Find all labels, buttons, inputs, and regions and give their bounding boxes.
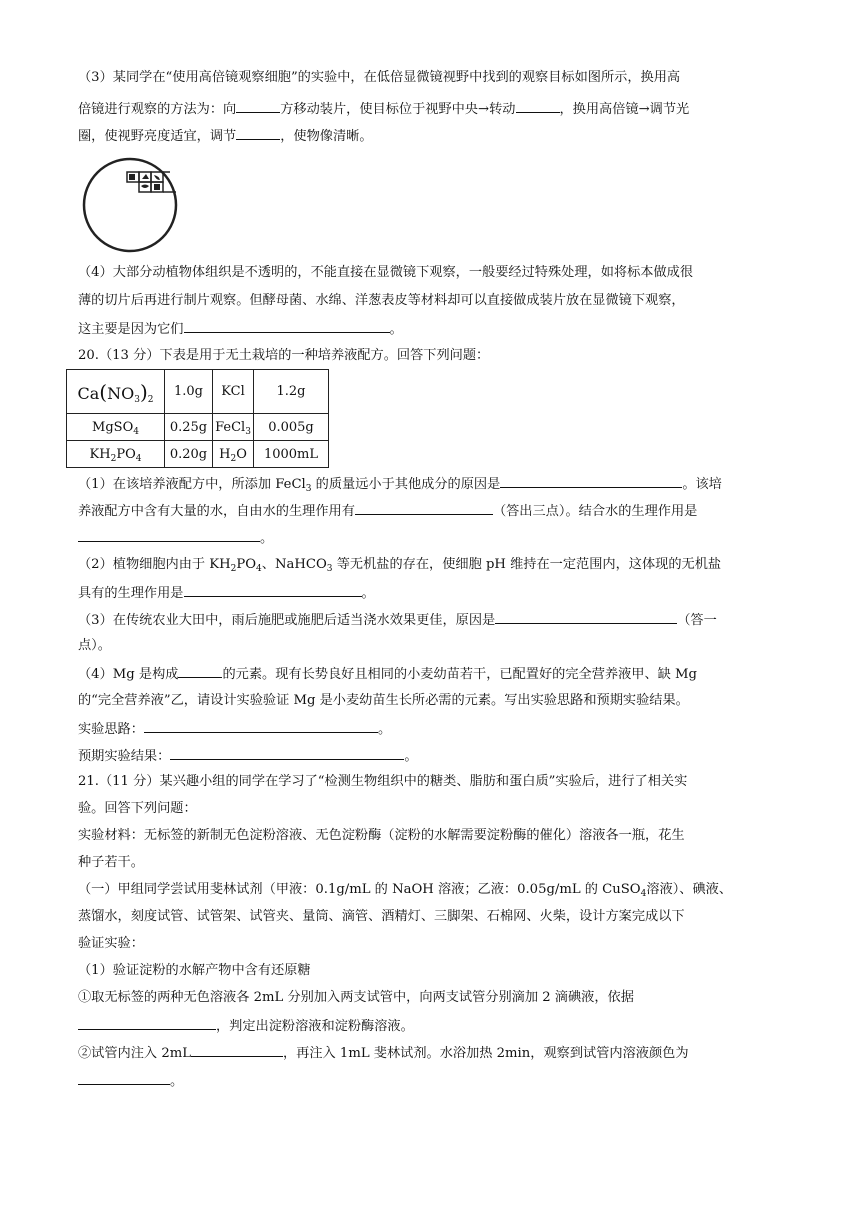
table-row: [67, 370, 329, 414]
table-cell: 1000mL: [254, 441, 329, 468]
q20-4-line4: 预期实验结果： 。: [78, 745, 788, 767]
blank[interactable]: [78, 1070, 170, 1085]
q21-sub1: （1）验证淀粉的水解产物中含有还原糖: [78, 963, 311, 978]
q21-header-line1: 21.（11 分）某兴趣小组的同学在学习了“检测生物组织中的糖类、脂肪和蛋白质”实验后，进行了相关实: [78, 774, 688, 789]
table-cell: $KH_2PO_4$: [67, 441, 165, 468]
table-cell: $H_2O$: [213, 441, 254, 468]
q20-1-line1: （1）在该培养液配方中，所添加 FeCl$_3$ 的质量远小于其他成分的原因是 。该培: [78, 473, 788, 495]
table-cell: KCl: [213, 370, 254, 414]
q21-step1-line1: ①取无标签的两种无色溶液各 2mL 分别加入两支试管中，向两支试管分别滴加 2 滴碘液，依据: [78, 990, 634, 1005]
table-cell: 1.0g: [165, 370, 213, 414]
q19-4-line2: 薄的切片后再进行制片观察。但酵母菌、水绵、洋葱表皮等材料却可以直接做成装片放在显微镜下观察，: [78, 293, 685, 308]
microscope-field-figure: [82, 157, 178, 253]
blank[interactable]: [78, 527, 260, 542]
q20-4-line1: （4）Mg 是构成 的元素。现有长势良好且相同的小麦幼苗若干，已配置好的完全营养液甲、缺 Mg: [78, 663, 788, 685]
q21-step2-line2: 。: [78, 1070, 788, 1092]
blank[interactable]: [184, 582, 362, 597]
q19-3-line2: 倍镜进行观察的方法为：向 方移动装片，使目标位于视野中央→转动 ，换用高倍镜→调节光: [78, 98, 788, 120]
blank[interactable]: [191, 1042, 283, 1057]
blank[interactable]: [495, 609, 677, 624]
blank[interactable]: [78, 1015, 216, 1030]
q20-3-line1: （3）在传统农业大田中，雨后施肥或施肥后适当浇水效果更佳，原因是 （答一: [78, 609, 788, 631]
blank[interactable]: [516, 98, 560, 113]
q20-1-line2: 养液配方中含有大量的水，自由水的生理作用有 （答出三点）。结合水的生理作用是: [78, 500, 788, 522]
q19-3-line3: 圈，使视野亮度适宜，调节 ，使物像清晰。: [78, 125, 788, 147]
q21-step2-line1: ②试管内注入 2mL ，再注入 1mL 斐林试剂。水浴加热 2min，观察到试管内溶液颜色为: [78, 1042, 788, 1064]
table-row: [67, 441, 329, 468]
q21-group1-line2: 蒸馏水，刻度试管、试管架、试管夹、量筒、滴管、酒精灯、三脚架、石棉网、火柴，设计方案完成以下: [78, 909, 685, 924]
q20-4-line3: 实验思路： 。: [78, 718, 788, 740]
blank[interactable]: [500, 473, 682, 488]
q21-header-line2: 验。回答下列问题：: [78, 801, 197, 816]
table-cell: 0.005g: [254, 414, 329, 441]
blank[interactable]: [170, 745, 404, 760]
q21-group1-line1: （一）甲组同学尝试用斐林试剂（甲液：0.1g/mL 的 NaOH 溶液；乙液：0.05g/mL 的 CuSO$_4$溶液）、碘液、: [78, 882, 733, 899]
q21-group1-line3: 验证实验：: [78, 936, 144, 951]
table-cell: 0.20g: [165, 441, 213, 468]
q19-4-line3: 这主要是因为它们 。: [78, 318, 788, 340]
q20-3-line2: 点）。: [78, 638, 111, 653]
q19-4-line1: （4）大部分动植物体组织是不透明的，不能直接在显微镜下观察，一般要经过特殊处理，如将标本做成很: [78, 265, 694, 280]
blank[interactable]: [178, 663, 222, 678]
blank[interactable]: [236, 98, 280, 113]
nutrient-table: [66, 369, 329, 468]
table-cell: 0.25g: [165, 414, 213, 441]
q19-3-line1: （3）某同学在“使用高倍镜观察细胞”的实验中，在低倍显微镜视野中找到的观察目标如图所示，换用高: [78, 70, 681, 85]
q20-2-line1: （2）植物细胞内由于 $KH_2PO_4$、NaHCO$_3$ 等无机盐的存在，使细胞 pH 维持在一定范围内，这体现的无机盐: [78, 557, 722, 574]
q20-4-line2: 的“完全营养液”乙，请设计实验验证 Mg 是小麦幼苗生长所必需的元素。写出实验思路和预期实验结果。: [78, 693, 689, 708]
q20-header: 20.（13 分）下表是用于无土栽培的一种培养液配方。回答下列问题：: [78, 348, 490, 363]
q21-step1-line2: ，判定出淀粉溶液和淀粉酶溶液。: [78, 1015, 788, 1037]
table-cell: 1.2g: [254, 370, 329, 414]
blank[interactable]: [184, 318, 390, 333]
table-cell: MgSO$_4$: [67, 414, 165, 441]
table-row: [67, 414, 329, 441]
table-cell: FeCl$_3$: [213, 414, 254, 441]
q21-materials-line1: 实验材料：无标签的新制无色淀粉溶液、无色淀粉酶（淀粉的水解需要淀粉酶的催化）溶液各一瓶，花生: [78, 828, 685, 843]
blank[interactable]: [144, 718, 378, 733]
q20-2-line2: 具有的生理作用是 。: [78, 582, 788, 604]
table-cell: $Ca(NO_3)_2$: [67, 370, 165, 414]
q20-1-line3: 。: [78, 527, 788, 549]
q21-materials-line2: 种子若干。: [78, 855, 144, 870]
blank[interactable]: [236, 125, 280, 140]
blank[interactable]: [355, 500, 493, 515]
